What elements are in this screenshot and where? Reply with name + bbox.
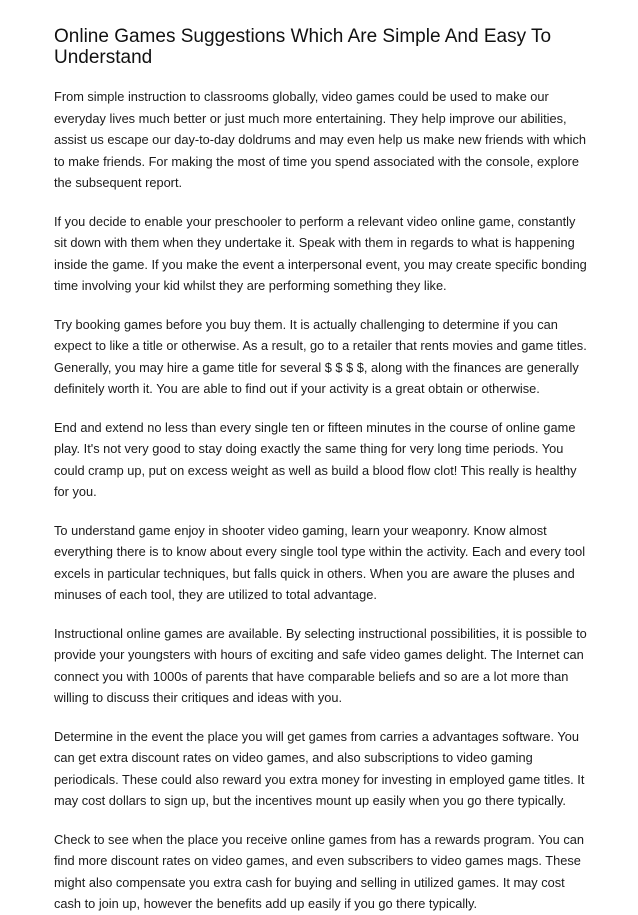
page-title: Online Games Suggestions Which Are Simple And Easy To Understand bbox=[54, 26, 552, 68]
paragraph-5: To understand game enjoy in shooter video gaming, learn your weaponry. Know almost everything there is to know about every single tool type within the activity. Each and every tool excels in particular techniques, but falls quick in others. When you are aware the pluses and minuses of each tool, they are utilized to total advantage. bbox=[54, 522, 586, 602]
paragraph-2: If you decide to enable your preschooler to perform a relevant video online game, constantly sit down with them when they undertake it. Speak with them in regards to what is happening inside the game. If you make the event a interpersonal event, you may create specific bonding time involving your kid whilst they are performing something they like. bbox=[54, 213, 587, 293]
paragraph-4: End and extend no less than every single ten or fifteen minutes in the course of online game play. It's not very good to stay doing exactly the same thing for very long time periods. You could cramp up, put on excess weight as well as build a blood flow clot! This really is healthy for you. bbox=[54, 419, 577, 499]
paragraph-8: Check to see when the place you receive online games from has a rewards program. You can find more discount rates on video games, and even subscribers to video games mags. These might also compensate you extra cash for buying and selling in utilized games. It may cost cash to join up, however the benefits add up easily if you go there typically. bbox=[54, 831, 584, 911]
paragraph-7: Determine in the event the place you will get games from carries a advantages software. You can get extra discount rates on video games, and also subscriptions to video gaming periodicals. These could also reward you extra money for investing in employed game titles. It may cost dollars to sign up, but the incentives mount up easily when you go there typically. bbox=[54, 728, 585, 808]
paragraph-3: Try booking games before you buy them. It is actually challenging to determine if you can expect to like a title or otherwise. As a result, go to a retailer that rents movies and game titles. Generally, you may hire a game title for several $ $ $ $, along with the finances are generally definitely worth it. You are able to find out if your activity is a great obtain or otherwise. bbox=[54, 316, 587, 396]
paragraph-1: From simple instruction to classrooms globally, video games could be used to make our everyday lives much better or just much more entertaining. They help improve our abilities, assist us escape our day-to-day doldrums and may even help us make new friends with which to make friends. For making the most of time you spend associated with the console, explore the subsequent report. bbox=[54, 89, 587, 190]
paragraph-6: Instructional online games are available. By selecting instructional possibilities, it is possible to provide your youngsters with hours of exciting and safe video games delight. The Internet can connect you with 1000s of parents that have comparable beliefs and so are a lot more than willing to discuss their critiques and ideas with you. bbox=[54, 625, 587, 705]
